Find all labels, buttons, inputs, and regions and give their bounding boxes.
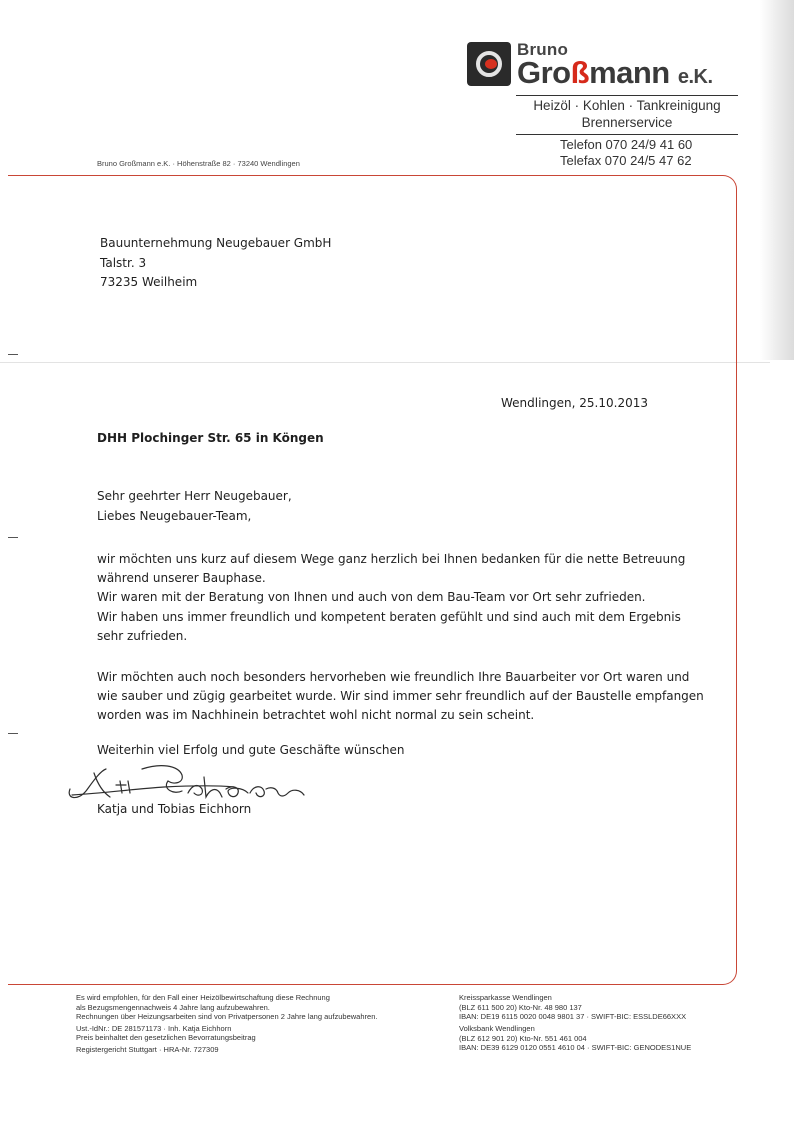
letter-subject: DHH Plochinger Str. 65 in Köngen — [97, 431, 324, 445]
body-line: wie sauber und zügig gearbeitet wurde. Wir sind immer sehr freundlich auf der Baustelle empfangen — [97, 689, 704, 703]
footer-legal-notes: Es wird empfohlen, für den Fall einer Heizölbewirtschaftung diese Rechnung als Bezugsmengennachweis 4 Jahre lang aufzubewahren. Rechnungen über Heizungsarbeiten sind von Privatpersonen 2 Jahre lang aufzubewahren. Ust.-IdNr.: DE 281571173 · Inh. Katja Eichhorn Preis beinhaltet den gesetzlichen Bevorratungsbeitrag Registergericht Stuttgart · HRA-Nr. 727309 — [76, 993, 378, 1054]
services-line-2: Brennerservice — [581, 115, 673, 130]
salutation: Liebes Neugebauer-Team, — [97, 509, 252, 523]
services-line-1: Heizöl · Kohlen · Tankreinigung — [533, 98, 721, 113]
company-logo — [467, 40, 742, 92]
punch-mark — [8, 537, 18, 538]
recipient-city: 73235 Weilheim — [100, 275, 198, 289]
closing: Weiterhin viel Erfolg und gute Geschäfte wünschen — [97, 743, 405, 757]
body-line: Wir haben uns immer freundlich und kompetent beraten gefühlt und sind auch mit dem Ergebnis — [97, 610, 681, 624]
logo-company-name: Großmann e.K. — [517, 55, 713, 90]
logo-flame-ss: ß — [570, 55, 590, 90]
body-line: Wir waren mit der Beratung von Ihnen und auch von dem Bau-Team vor Ort sehr zufrieden. — [97, 590, 646, 604]
services-rule-top — [516, 95, 738, 96]
logo-suffix: e.K. — [677, 66, 713, 88]
letter-date: Wendlingen, 25.10.2013 — [501, 396, 648, 410]
logo-emblem-icon — [467, 42, 511, 86]
sender-return-address: Bruno Großmann e.K. · Höhenstraße 82 · 73240 Wendlingen — [97, 159, 300, 168]
handwritten-signature — [64, 759, 314, 815]
footer-bank-kreissparkasse: Kreissparkasse Wendlingen (BLZ 611 500 20) Kto-Nr. 48 980 137 IBAN: DE19 6115 0020 0048 9801 37 · SWIFT-BIC: ESSLDE66XXX — [459, 993, 687, 1021]
body-line: während unserer Bauphase. — [97, 571, 266, 585]
fold-mark — [8, 354, 18, 355]
phone-number: Telefon 070 24/9 41 60 — [560, 137, 693, 152]
salutation: Sehr geehrter Herr Neugebauer, — [97, 489, 292, 503]
scan-shadow-edge — [760, 0, 794, 360]
logo-first-name: Bruno — [517, 40, 569, 59]
body-line: wir möchten uns kurz auf diesem Wege ganz herzlich bei Ihnen bedanken für die nette Betreuung — [97, 552, 686, 566]
signatory-name: Katja und Tobias Eichhorn — [97, 802, 252, 816]
recipient-street: Talstr. 3 — [100, 256, 147, 270]
services-rule-bottom — [516, 134, 738, 135]
body-line: worden was im Nachhinein betrachtet wohl nicht normal zu sein scheint. — [97, 708, 535, 722]
recipient-name: Bauunternehmung Neugebauer GmbH — [100, 236, 332, 250]
body-line: sehr zufrieden. — [97, 629, 188, 643]
fax-number: Telefax 070 24/5 47 62 — [560, 153, 692, 168]
body-line: Wir möchten auch noch besonders hervorheben wie freundlich Ihre Bauarbeiter vor Ort waren und — [97, 670, 690, 684]
footer-bank-volksbank: Volksbank Wendlingen (BLZ 612 901 20) Kto-Nr. 551 461 004 IBAN: DE39 6129 0120 0551 4610 04 · SWIFT-BIC: GENODES1NUE — [459, 1024, 692, 1052]
fold-mark — [8, 733, 18, 734]
